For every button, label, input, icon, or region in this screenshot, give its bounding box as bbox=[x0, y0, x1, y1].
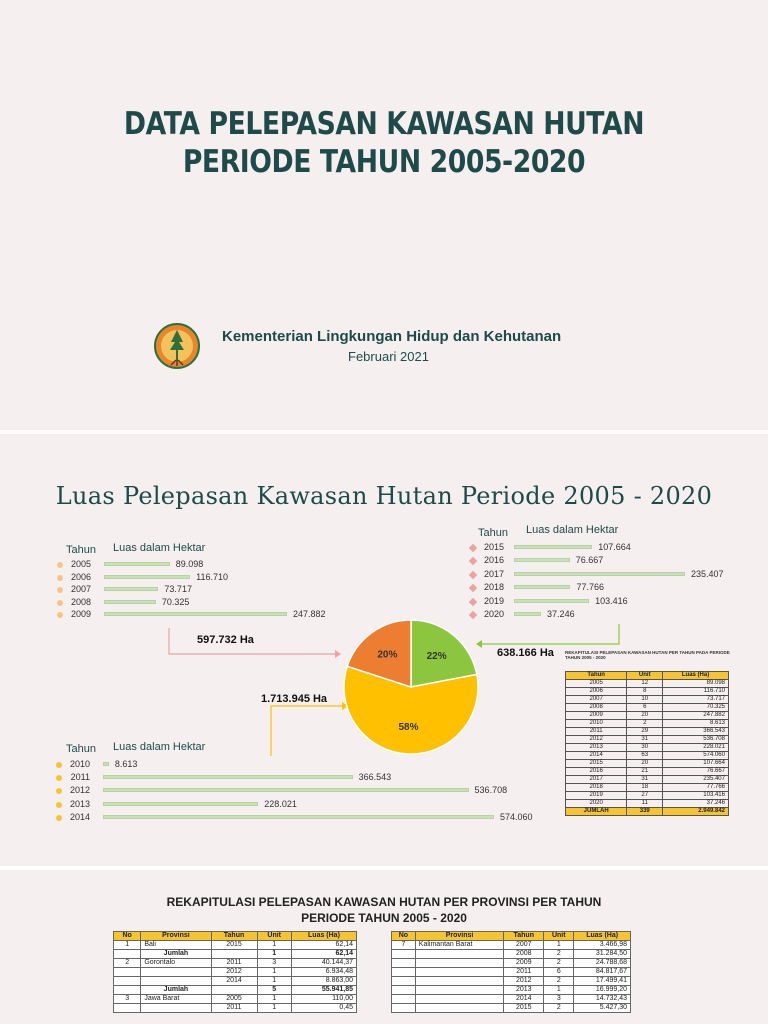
table-row bbox=[392, 986, 631, 995]
province-header-3: Unit bbox=[257, 932, 291, 941]
year-label-2012: 2012 bbox=[69, 785, 90, 796]
table-cell: 31.284,50 bbox=[574, 950, 631, 959]
table-cell: 14.732,43 bbox=[574, 995, 631, 1004]
bar-value-2008: 70.325 bbox=[161, 596, 190, 607]
table-cell: 73.717 bbox=[663, 696, 729, 704]
province-table-left bbox=[113, 931, 357, 1013]
table-cell: 77.766 bbox=[663, 784, 729, 792]
bar-value-2007: 73.717 bbox=[164, 584, 192, 595]
table-cell bbox=[415, 986, 503, 995]
table-cell: 2016 bbox=[566, 768, 627, 776]
table-cell: 1 bbox=[257, 995, 291, 1004]
table-cell: 8.863,00 bbox=[291, 977, 356, 986]
table-row bbox=[114, 950, 357, 959]
table-cell bbox=[392, 950, 416, 959]
table-cell: 2017 bbox=[566, 776, 627, 784]
table-cell: 5.427,30 bbox=[574, 1004, 631, 1013]
bar-value-2017: 235.407 bbox=[691, 568, 724, 579]
bar-value-2009: 247.882 bbox=[293, 609, 326, 620]
header-year-2015: Tahun bbox=[478, 527, 508, 539]
table-row bbox=[566, 792, 729, 800]
province-header-0: No bbox=[392, 932, 416, 941]
table-cell: 2010 bbox=[566, 720, 627, 728]
year-label-2017: 2017 bbox=[483, 568, 504, 579]
table-cell: 536.708 bbox=[663, 736, 729, 744]
table-cell: 31 bbox=[627, 736, 663, 744]
table-cell: 2 bbox=[544, 950, 574, 959]
table-cell: 2.949.842 bbox=[663, 808, 729, 816]
table-cell: 2019 bbox=[566, 792, 627, 800]
table-row bbox=[566, 736, 729, 744]
table-cell: 62,14 bbox=[291, 950, 356, 959]
table-cell: Kalimantan Barat bbox=[415, 941, 503, 950]
bar-value-2006: 116.710 bbox=[196, 571, 229, 582]
year-label-2020: 2020 bbox=[483, 609, 504, 619]
table-row bbox=[566, 744, 729, 752]
table-cell: 110,00 bbox=[291, 995, 356, 1004]
table-cell bbox=[211, 986, 257, 995]
table-cell: 116.710 bbox=[663, 688, 729, 696]
table-row bbox=[392, 1004, 631, 1013]
table-cell: 2014 bbox=[566, 752, 627, 760]
table-cell bbox=[415, 968, 503, 977]
table-cell: 247.882 bbox=[663, 712, 729, 720]
bar-value-2018: 77.766 bbox=[576, 582, 605, 593]
table-cell bbox=[114, 977, 141, 986]
main-title-line1: DATA PELEPASAN KAWASAN HUTAN bbox=[123, 106, 645, 142]
forest-ministry-logo-icon bbox=[153, 322, 201, 370]
table-row bbox=[114, 959, 357, 968]
table-cell: 2015 bbox=[566, 760, 627, 768]
year-label-2005: 2005 bbox=[70, 559, 91, 569]
table-cell: 2011 bbox=[566, 728, 627, 736]
table-cell: 0,45 bbox=[291, 1004, 356, 1013]
table-cell bbox=[392, 1004, 416, 1013]
table-row bbox=[566, 728, 729, 736]
header-area-2005: Luas dalam Hektar bbox=[113, 542, 206, 554]
table-cell: 339 bbox=[627, 808, 663, 816]
table-cell: 2005 bbox=[211, 995, 257, 1004]
table-total-row bbox=[566, 808, 729, 816]
table-row bbox=[392, 941, 631, 950]
ministry-name: Kementerian Lingkungan Hidup dan Kehutanan bbox=[222, 328, 562, 345]
table-cell bbox=[392, 995, 416, 1004]
table-cell: 10 bbox=[627, 696, 663, 704]
table-row bbox=[114, 941, 357, 950]
table-row bbox=[114, 1004, 357, 1013]
table-cell bbox=[392, 959, 416, 968]
table-cell: 76.667 bbox=[663, 768, 729, 776]
province-title-line1: REKAPITULASI PELEPASAN KAWASAN HUTAN PER PROVINSI PER TAHUN bbox=[166, 895, 602, 909]
table-cell: 228.021 bbox=[663, 744, 729, 752]
table-cell: 5 bbox=[257, 986, 291, 995]
table-cell: 27 bbox=[627, 792, 663, 800]
table-row bbox=[114, 968, 357, 977]
table-cell: 2007 bbox=[504, 941, 544, 950]
table-cell bbox=[415, 977, 503, 986]
table-cell: 2014 bbox=[504, 995, 544, 1004]
pie-label-0: 22% bbox=[426, 651, 447, 663]
table-cell: 2011 bbox=[211, 1004, 257, 1013]
bar-value-2015: 107.664 bbox=[598, 542, 631, 552]
bar-value-2005: 89.098 bbox=[175, 559, 204, 569]
table-row bbox=[392, 995, 631, 1004]
province-header-0: No bbox=[114, 932, 141, 941]
table-cell: 2 bbox=[627, 720, 663, 728]
bar-value-2020: 37.246 bbox=[547, 609, 575, 619]
table-cell: 2 bbox=[544, 1004, 574, 1013]
table-cell: 1 bbox=[544, 941, 574, 950]
table-cell: 2012 bbox=[504, 977, 544, 986]
table-cell: 84.817,67 bbox=[574, 968, 631, 977]
header-area-2015: Luas dalam Hektar bbox=[526, 524, 619, 536]
table-row bbox=[566, 680, 729, 688]
table-row bbox=[114, 986, 357, 995]
table-row bbox=[566, 712, 729, 720]
table-cell bbox=[415, 1004, 503, 1013]
table-cell bbox=[141, 968, 211, 977]
table-cell: Bali bbox=[141, 941, 211, 950]
table-cell: 16.999,20 bbox=[574, 986, 631, 995]
table-cell: 574.060 bbox=[663, 752, 729, 760]
recap-header-0: Tahun bbox=[566, 672, 627, 680]
table-cell bbox=[114, 950, 141, 959]
table-cell: 2018 bbox=[566, 784, 627, 792]
header-area-2010: Luas dalam Hektar bbox=[113, 741, 206, 753]
table-cell: 103.416 bbox=[663, 792, 729, 800]
table-cell: 3 bbox=[114, 995, 141, 1004]
table-cell bbox=[211, 950, 257, 959]
table-cell: 1 bbox=[257, 1004, 291, 1013]
table-row bbox=[566, 776, 729, 784]
recap-header-1: Unit bbox=[627, 672, 663, 680]
table-cell: 8.613 bbox=[663, 720, 729, 728]
table-cell bbox=[114, 1004, 141, 1013]
table-cell bbox=[141, 977, 211, 986]
table-cell: 2015 bbox=[211, 941, 257, 950]
table-cell bbox=[415, 995, 503, 1004]
callout-2010-2014: 1.713.945 Ha bbox=[261, 693, 328, 705]
province-header-4: Luas (Ha) bbox=[291, 932, 356, 941]
table-row bbox=[392, 977, 631, 986]
callout-2005-2009: 597.732 Ha bbox=[197, 634, 254, 646]
table-cell bbox=[392, 968, 416, 977]
bar-value-2011: 366.543 bbox=[358, 772, 392, 783]
table-cell: 1 bbox=[257, 977, 291, 986]
table-row bbox=[566, 752, 729, 760]
bar-value-2016: 76.667 bbox=[575, 555, 604, 566]
callout-2015-2020: 638.166 Ha bbox=[497, 647, 554, 659]
chart-slide-title: Luas Pelepasan Kawasan Hutan Periode 2005 - 2020 bbox=[55, 482, 713, 510]
header-year-2005: Tahun bbox=[66, 544, 96, 556]
year-label-2010: 2010 bbox=[69, 759, 90, 769]
table-cell: Jawa Barat bbox=[141, 995, 211, 1004]
table-cell: 21 bbox=[627, 768, 663, 776]
table-cell: Gorontalo bbox=[141, 959, 211, 968]
year-label-2014: 2014 bbox=[69, 811, 90, 822]
table-cell: 2007 bbox=[566, 696, 627, 704]
table-cell: 1 bbox=[114, 941, 141, 950]
table-cell: 2013 bbox=[504, 986, 544, 995]
year-label-2008: 2008 bbox=[70, 596, 91, 607]
table-cell: 2008 bbox=[504, 950, 544, 959]
bar-value-2012: 536.708 bbox=[474, 785, 508, 796]
pie-chart bbox=[344, 620, 478, 754]
table-cell: 2 bbox=[544, 959, 574, 968]
title-slide bbox=[0, 0, 768, 430]
table-row bbox=[566, 688, 729, 696]
table-cell: 30 bbox=[627, 744, 663, 752]
table-row bbox=[392, 950, 631, 959]
table-cell bbox=[114, 968, 141, 977]
table-cell: 24.788,68 bbox=[574, 959, 631, 968]
pie-label-1: 58% bbox=[398, 722, 419, 734]
table-cell: 63 bbox=[627, 752, 663, 760]
year-label-2009: 2009 bbox=[70, 609, 91, 620]
table-cell: 2009 bbox=[566, 712, 627, 720]
table-cell: Jumlah bbox=[141, 986, 211, 995]
table-cell: 3 bbox=[544, 995, 574, 1004]
table-cell: 55.941,85 bbox=[291, 986, 356, 995]
province-table-right bbox=[391, 931, 631, 1013]
recap-header-2: Luas (Ha) bbox=[663, 672, 729, 680]
table-cell: 2011 bbox=[504, 968, 544, 977]
table-cell: 89.098 bbox=[663, 680, 729, 688]
table-cell: 2014 bbox=[211, 977, 257, 986]
table-row bbox=[114, 995, 357, 1004]
header-year-2010: Tahun bbox=[66, 743, 96, 755]
table-row bbox=[114, 977, 357, 986]
table-cell: 1 bbox=[257, 968, 291, 977]
year-label-2011: 2011 bbox=[70, 772, 90, 783]
province-table-slide bbox=[0, 870, 768, 1024]
table-cell bbox=[392, 977, 416, 986]
province-header-4: Luas (Ha) bbox=[574, 932, 631, 941]
table-cell: 1 bbox=[257, 941, 291, 950]
table-cell: 20 bbox=[627, 760, 663, 768]
year-label-2013: 2013 bbox=[69, 798, 90, 809]
table-row bbox=[566, 800, 729, 808]
table-cell: 20 bbox=[627, 712, 663, 720]
table-cell: 6.934,48 bbox=[291, 968, 356, 977]
table-cell: 37.246 bbox=[663, 800, 729, 808]
table-cell: 18 bbox=[627, 784, 663, 792]
bar-value-2013: 228.021 bbox=[264, 798, 297, 809]
table-cell: 3 bbox=[257, 959, 291, 968]
table-cell: 62,14 bbox=[291, 941, 356, 950]
table-cell: 70.325 bbox=[663, 704, 729, 712]
province-header-1: Provinsi bbox=[415, 932, 503, 941]
table-cell: 2020 bbox=[566, 800, 627, 808]
table-cell: 235.407 bbox=[663, 776, 729, 784]
bar-value-2019: 103.416 bbox=[595, 595, 628, 606]
recap-table-caption: REKAPITULASI PELEPASAN KAWASAN HUTAN PER TAHUN PADA PERIODE TAHUN 2005 - 2020 bbox=[565, 650, 730, 660]
province-header-2: Tahun bbox=[211, 932, 257, 941]
table-row bbox=[566, 696, 729, 704]
table-row bbox=[566, 720, 729, 728]
table-cell: 2009 bbox=[504, 959, 544, 968]
table-cell: 12 bbox=[627, 680, 663, 688]
table-row bbox=[566, 784, 729, 792]
year-label-2019: 2019 bbox=[483, 595, 504, 606]
main-title-line2: PERIODE TAHUN 2005-2020 bbox=[182, 144, 586, 180]
table-cell: 107.664 bbox=[663, 760, 729, 768]
table-cell bbox=[141, 1004, 211, 1013]
table-cell: 40.144,37 bbox=[291, 959, 356, 968]
recap-table bbox=[565, 671, 729, 816]
table-row bbox=[392, 959, 631, 968]
year-label-2006: 2006 bbox=[70, 571, 91, 582]
table-cell: 11 bbox=[627, 800, 663, 808]
table-cell: Jumlah bbox=[141, 950, 211, 959]
year-label-2018: 2018 bbox=[483, 582, 504, 593]
table-cell: 2012 bbox=[566, 736, 627, 744]
table-cell: 8 bbox=[627, 688, 663, 696]
table-cell: JUMLAH bbox=[566, 808, 627, 816]
presentation-date: Februari 2021 bbox=[348, 349, 429, 364]
table-cell: 29 bbox=[627, 728, 663, 736]
table-cell: 3.466,98 bbox=[574, 941, 631, 950]
table-cell: 2013 bbox=[566, 744, 627, 752]
table-cell: 7 bbox=[392, 941, 416, 950]
table-row bbox=[566, 760, 729, 768]
bar-value-2014: 574.060 bbox=[500, 811, 533, 822]
table-cell: 6 bbox=[544, 968, 574, 977]
table-cell: 2 bbox=[544, 977, 574, 986]
table-cell bbox=[415, 950, 503, 959]
table-cell: 31 bbox=[627, 776, 663, 784]
table-cell bbox=[415, 959, 503, 968]
table-cell: 2012 bbox=[211, 968, 257, 977]
table-cell: 366.543 bbox=[663, 728, 729, 736]
table-cell: 2 bbox=[114, 959, 141, 968]
province-header-2: Tahun bbox=[504, 932, 544, 941]
year-label-2015: 2015 bbox=[483, 542, 504, 552]
bar-value-2010: 8.613 bbox=[114, 759, 138, 769]
province-title-line2: PERIODE TAHUN 2005 - 2020 bbox=[301, 911, 467, 925]
table-cell: 1 bbox=[544, 986, 574, 995]
table-cell: 2015 bbox=[504, 1004, 544, 1013]
table-cell: 2008 bbox=[566, 704, 627, 712]
table-cell: 2005 bbox=[566, 680, 627, 688]
year-label-2016: 2016 bbox=[483, 555, 504, 566]
table-row bbox=[566, 704, 729, 712]
table-cell bbox=[392, 986, 416, 995]
table-cell bbox=[114, 986, 141, 995]
table-cell: 17.499,41 bbox=[574, 977, 631, 986]
table-row bbox=[392, 968, 631, 977]
chart-slide bbox=[0, 434, 768, 866]
table-cell: 2006 bbox=[566, 688, 627, 696]
year-label-2007: 2007 bbox=[70, 584, 91, 595]
pie-label-2: 20% bbox=[377, 649, 398, 661]
province-header-1: Provinsi bbox=[141, 932, 211, 941]
table-row bbox=[566, 768, 729, 776]
table-cell: 1 bbox=[257, 950, 291, 959]
province-header-3: Unit bbox=[544, 932, 574, 941]
table-cell: 6 bbox=[627, 704, 663, 712]
table-cell: 2011 bbox=[211, 959, 257, 968]
